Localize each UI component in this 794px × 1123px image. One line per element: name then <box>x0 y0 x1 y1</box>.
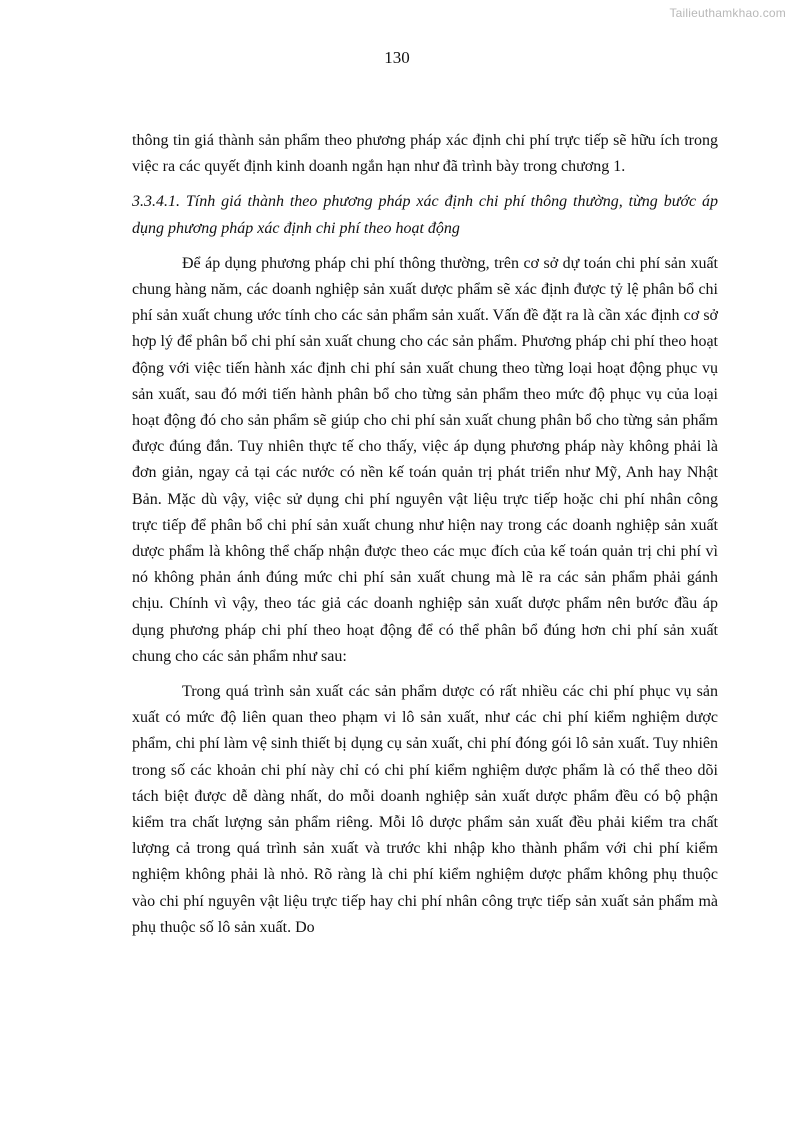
paragraph-body: Trong quá trình sản xuất các sản phẩm dược có rất nhiều các chi phí phục vụ sản xuất có mức độ liên quan theo phạm vi lô sản xuất, như các chi phí kiểm nghiệm dược phẩm, chi phí làm vệ sinh thiết bị dụng cụ sản xuất, chi phí đóng gói lô sản xuất. Tuy nhiên trong số các khoản chi phí này chỉ có chi phí kiểm nghiệm dược phẩm là có thể theo dõi tách biệt được dễ dàng nhất, do mỗi doanh nghiệp sản xuất dược phẩm đều có bộ phận kiểm tra chất lượng sản phẩm riêng. Mỗi lô dược phẩm sản xuất đều phải kiểm tra chất lượng cả trong quá trình sản xuất và trước khi nhập kho thành phẩm với chi phí kiểm nghiệm không phải là nhỏ. Rõ ràng là chi phí kiểm nghiệm dược phẩm không phụ thuộc vào chi phí nguyên vật liệu trực tiếp hay chi phí nhân công trực tiếp sản xuất sản phẩm mà phụ thuộc số lô sản xuất. Do <box>132 683 718 936</box>
paragraph-body: Để áp dụng phương pháp chi phí thông thường, trên cơ sở dự toán chi phí sản xuất chung hàng năm, các doanh nghiệp sản xuất dược phẩm sẽ xác định được tỷ lệ phân bổ chi phí sản xuất chung ước tính cho các sản phẩm sản xuất. Vấn đề đặt ra là cần xác định cơ sở hợp lý để phân bổ chi phí sản xuất chung cho các sản phẩm. Phương pháp chi phí theo hoạt động với việc tiến hành xác định chi phí sản xuất chung theo từng loại hoạt động phục vụ sản xuất, sau đó mới tiến hành phân bổ cho từng sản phẩm theo mức độ phục vụ của loại hoạt động đó cho sản phẩm sẽ giúp cho chi phí sản xuất chung phân bổ cho từng sản phẩm được đúng đắn. Tuy nhiên thực tế cho thấy, việc áp dụng phương pháp này không phải là đơn giản, ngay cả tại các nước có nền kế toán quản trị phát triển như Mỹ, Anh hay Nhật Bản. Mặc dù vậy, việc sử dụng chi phí nguyên vật liệu trực tiếp hoặc chi phí nhân công trực tiếp để phân bổ chi phí sản xuất chung như hiện nay trong các doanh nghiệp sản xuất dược phẩm là không thể chấp nhận được theo các mục đích của kế toán quản trị chi phí vì nó không phản ánh đúng mức chi phí sản xuất chung mà lẽ ra các sản phẩm phải gánh chịu. Chính vì vậy, theo tác giả các doanh nghiệp sản xuất dược phẩm nên bước đầu áp dụng phương pháp chi phí theo hoạt động để có thể phân bổ đúng hơn chi phí sản xuất chung cho các sản phẩm như sau: <box>132 254 718 665</box>
paragraph-continuation: thông tin giá thành sản phẩm theo phương pháp xác định chi phí trực tiếp sẽ hữu ích trong việc ra các quyết định kinh doanh ngắn hạn như đã trình bày trong chương 1. <box>132 132 718 176</box>
watermark: Tailieuthamkhao.com <box>669 6 786 20</box>
page-body <box>132 128 718 950</box>
section-heading: 3.3.4.1. Tính giá thành theo phương pháp xác định chi phí thông thường, từng bước áp dụng phương pháp xác định chi phí theo hoạt động <box>132 193 718 237</box>
page-number: 130 <box>384 48 410 67</box>
